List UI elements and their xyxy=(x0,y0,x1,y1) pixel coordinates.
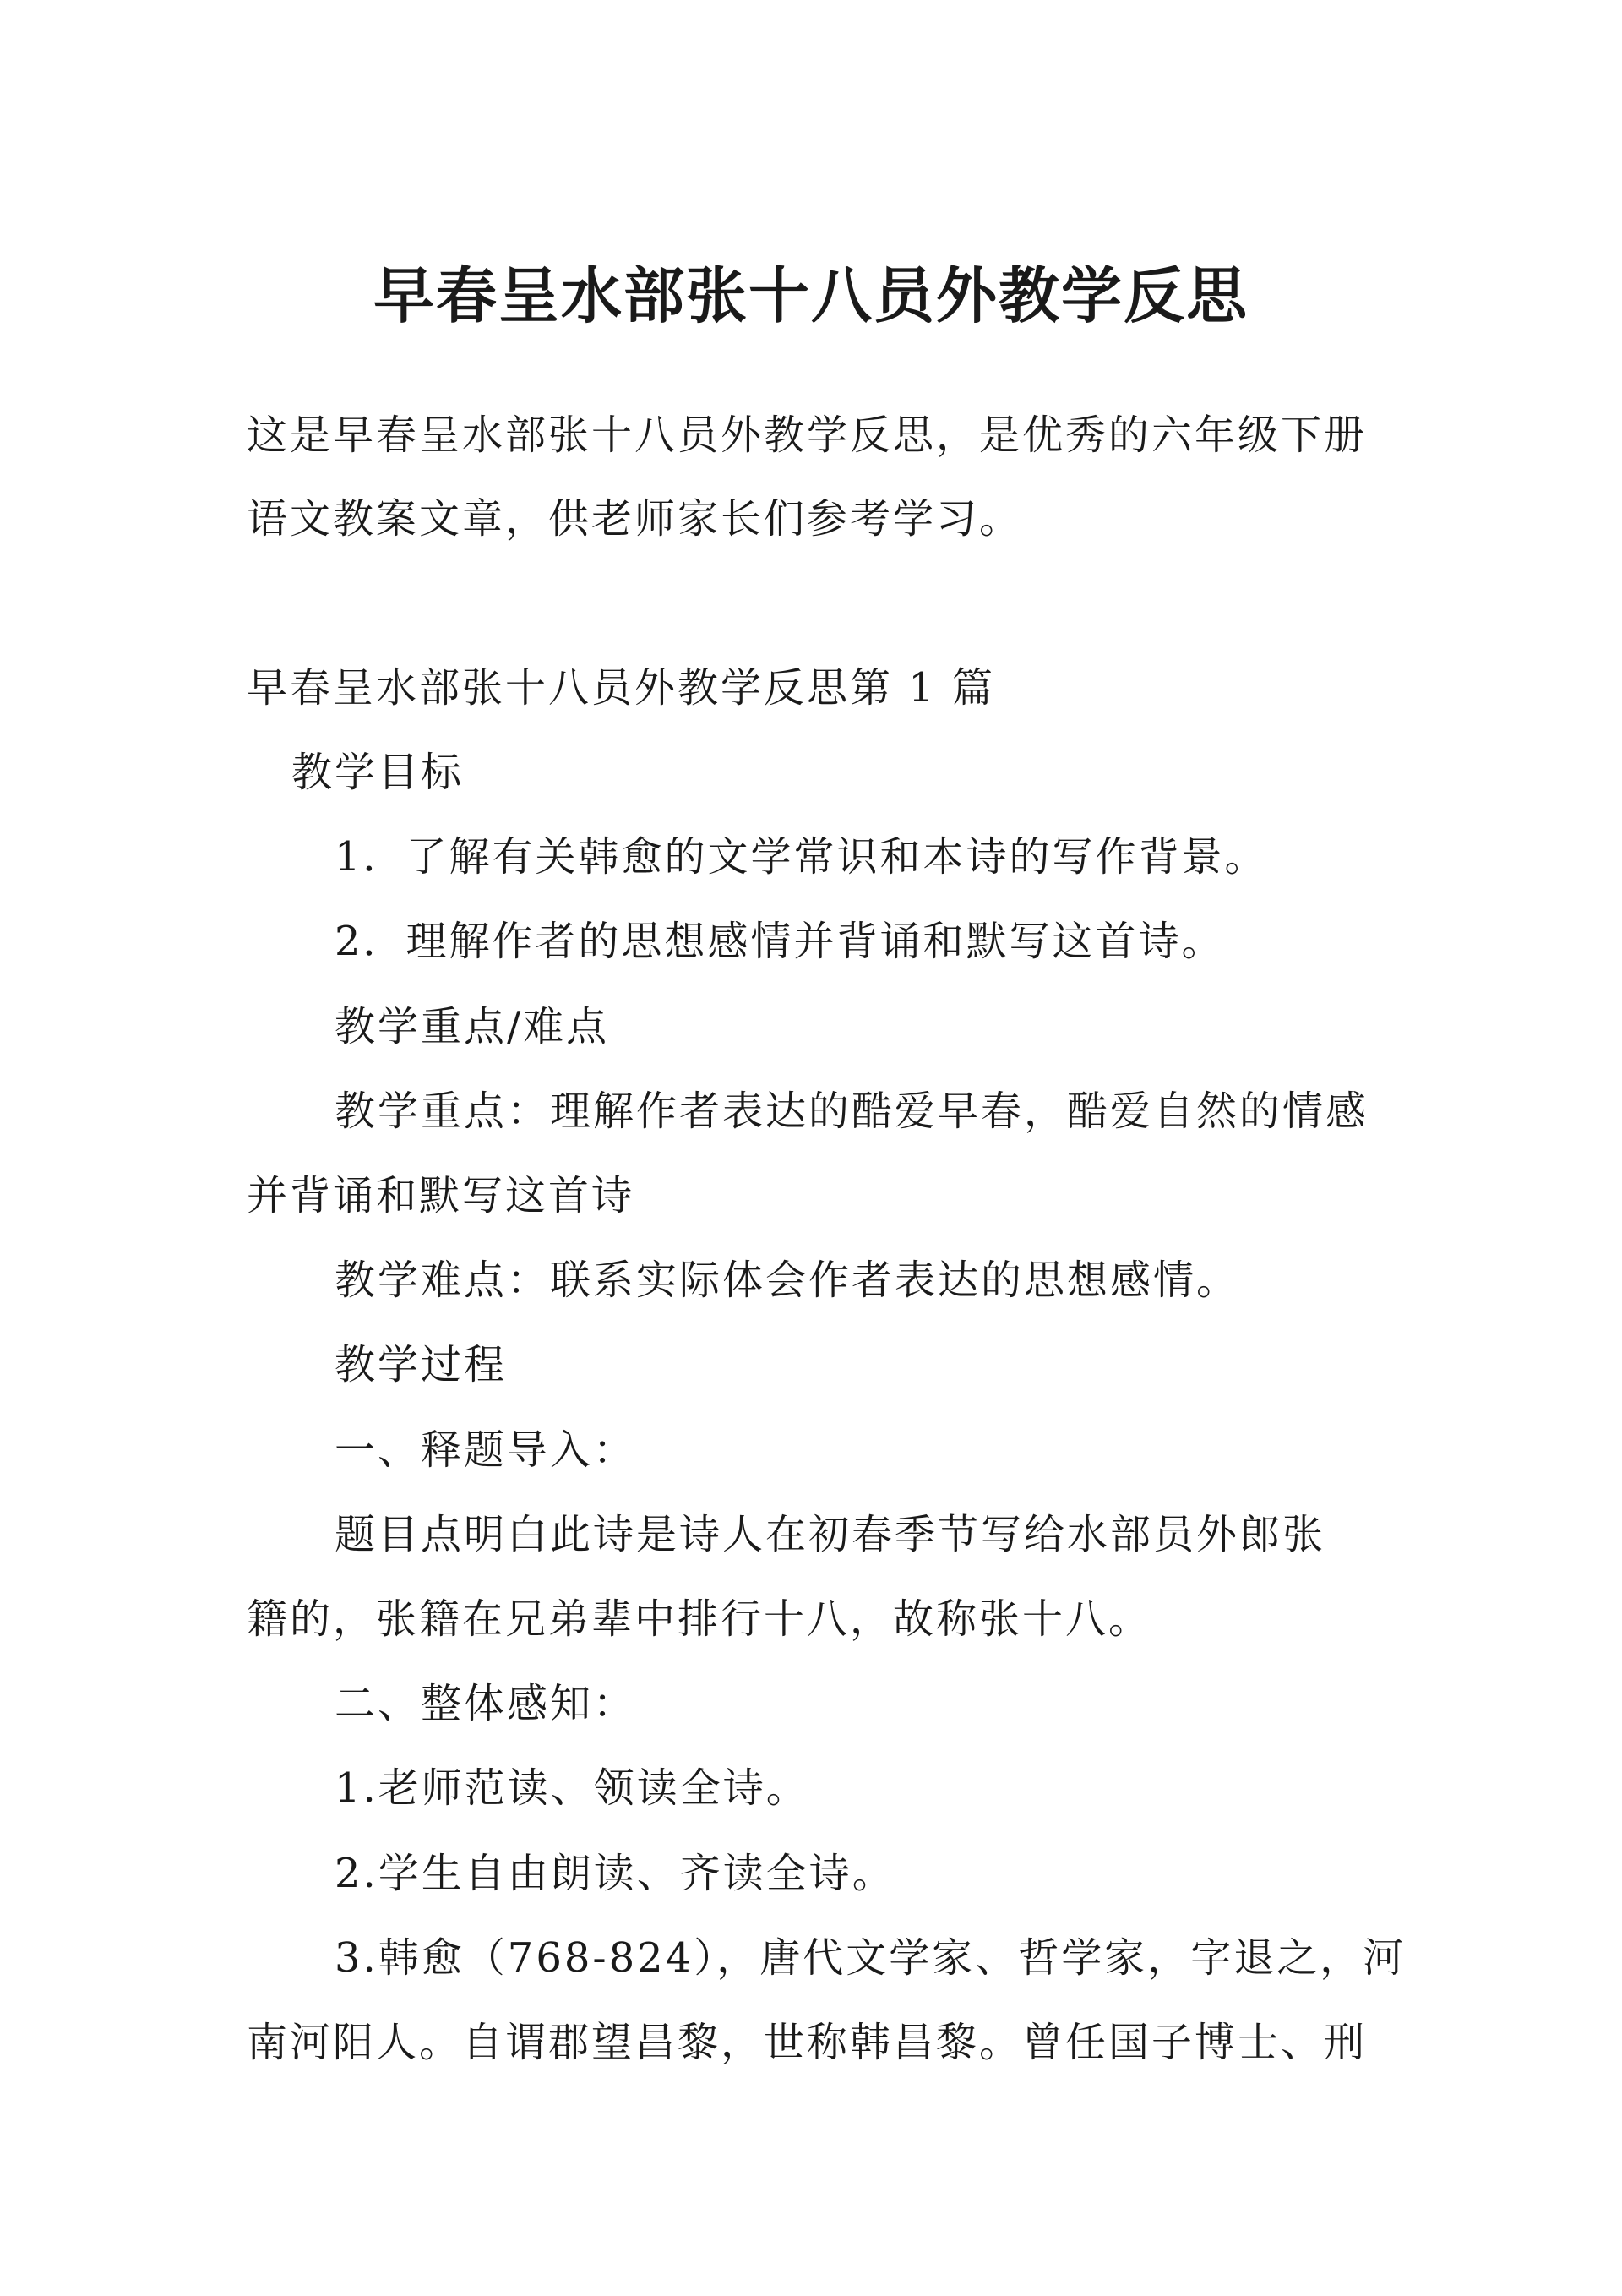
document-title: 早春呈水部张十八员外教学反思 xyxy=(373,259,1249,331)
heading-teaching-goals: 教学目标 xyxy=(291,749,465,796)
step-2-heading: 二、整体感知： xyxy=(335,1680,637,1727)
step-2-item-3-line-1: 3.韩愈（768-824），唐代文学家、哲学家，字退之，河 xyxy=(335,1934,1407,1982)
heading-teaching-process: 教学过程 xyxy=(335,1341,508,1388)
step-1-line-1: 题目点明白此诗是诗人在初春季节写给水部员外郎张 xyxy=(335,1511,1326,1558)
step-2-item-2: 2.学生自由朗读、齐读全诗。 xyxy=(335,1850,895,1897)
step-1-line-2: 籍的，张籍在兄弟辈中排行十八，故称张十八。 xyxy=(247,1595,1152,1643)
goal-item-1: 1．了解有关韩愈的文学常识和本诗的写作背景。 xyxy=(335,833,1268,881)
intro-line-2: 语文教案文章，供老师家长们参考学习。 xyxy=(247,495,1023,543)
goal-item-2: 2．理解作者的思想感情并背诵和默写这首诗。 xyxy=(335,918,1225,965)
step-2-item-1: 1.老师范读、领读全诗。 xyxy=(335,1764,809,1812)
section-heading: 早春呈水部张十八员外教学反思第 1 篇 xyxy=(247,664,996,712)
key-point-line-1: 教学重点：理解作者表达的酷爱早春，酷爱自然的情感 xyxy=(335,1088,1369,1135)
key-point-line-2: 并背诵和默写这首诗 xyxy=(247,1172,635,1219)
step-1-heading: 一、释题导入： xyxy=(335,1426,637,1474)
difficulty-line: 教学难点：联系实际体会作者表达的思想感情。 xyxy=(335,1257,1240,1304)
intro-line-1: 这是早春呈水部张十八员外教学反思，是优秀的六年级下册 xyxy=(247,412,1368,459)
step-2-item-3-line-2: 南河阳人。自谓郡望昌黎，世称韩昌黎。曾任国子博士、刑 xyxy=(247,2019,1368,2066)
heading-key-points: 教学重点/难点 xyxy=(335,1003,610,1050)
